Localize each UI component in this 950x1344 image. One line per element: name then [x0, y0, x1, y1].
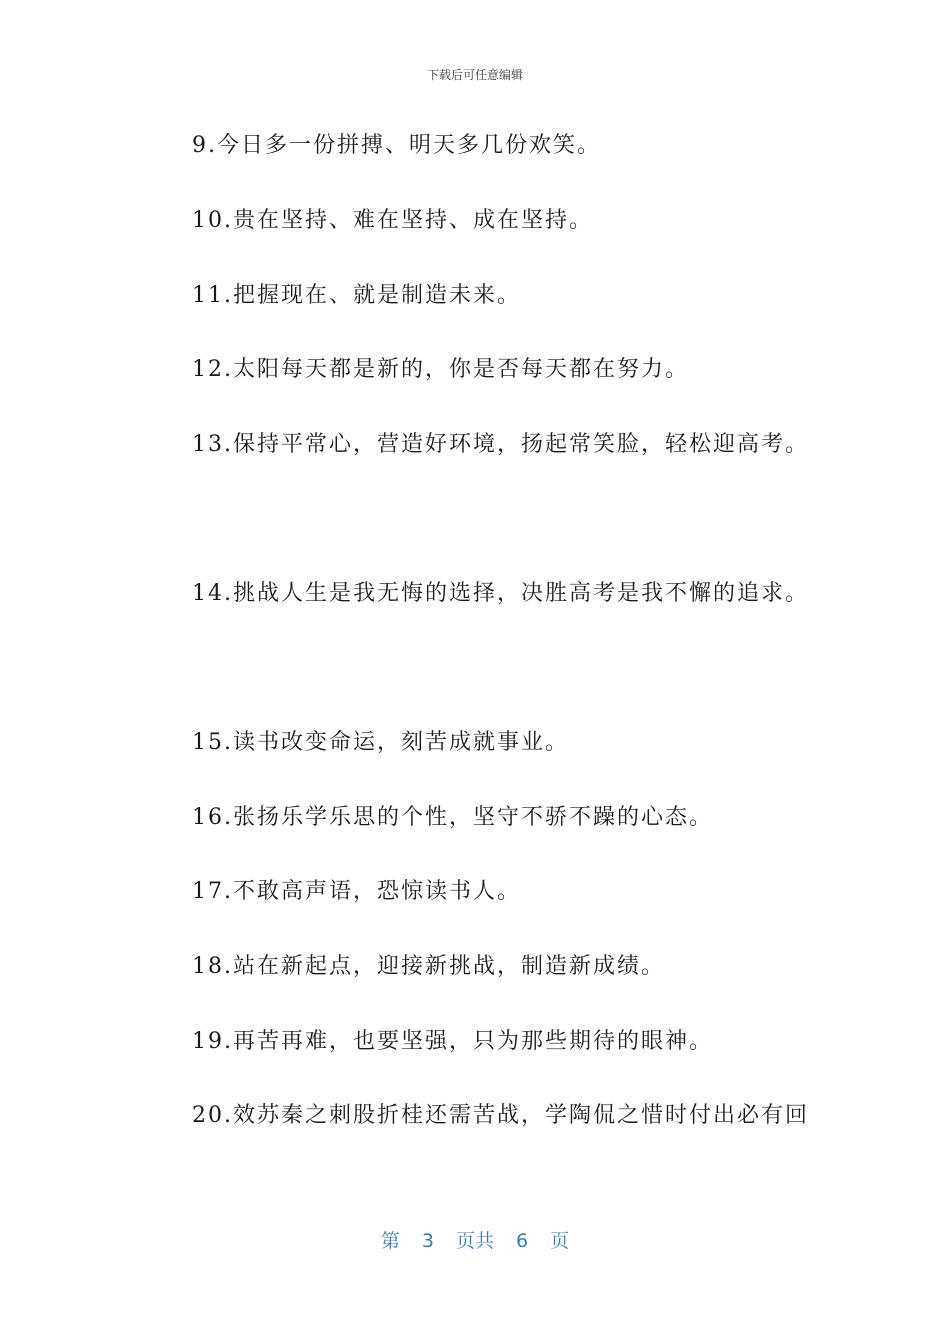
total-pages-number: 6	[516, 1230, 529, 1252]
list-item: 13.保持平常心，营造好环境，扬起常笑脸，轻松迎高考。	[192, 432, 809, 457]
footer-prefix: 第	[380, 1230, 400, 1252]
list-item: 18.站在新起点，迎接新挑战，制造新成绩。	[192, 954, 665, 979]
list-item: 10.贵在坚持、难在坚持、成在坚持。	[192, 208, 593, 233]
current-page-number: 3	[421, 1230, 434, 1252]
list-item: 20.效苏秦之刺股折桂还需苦战，学陶侃之惜时付出必有回	[192, 1103, 809, 1128]
list-item: 14.挑战人生是我无悔的选择，决胜高考是我不懈的追求。	[192, 581, 809, 606]
page-footer	[0, 1226, 950, 1253]
list-item: 12.太阳每天都是新的，你是否每天都在努力。	[192, 357, 689, 382]
list-item: 11.把握现在、就是制造未来。	[192, 283, 521, 308]
list-item: 17.不敢高声语，恐惊读书人。	[192, 879, 521, 904]
footer-middle: 页共	[455, 1230, 494, 1252]
footer-suffix: 页	[550, 1230, 570, 1252]
list-item: 19.再苦再难，也要坚强，只为那些期待的眼神。	[192, 1029, 713, 1054]
list-item: 9.今日多一份拼搏、明天多几份欢笑。	[192, 133, 601, 158]
list-item: 15.读书改变命运，刻苦成就事业。	[192, 730, 569, 755]
list-item: 16.张扬乐学乐思的个性，坚守不骄不躁的心态。	[192, 805, 713, 830]
page-header: 下载后可任意编辑	[426, 68, 523, 82]
